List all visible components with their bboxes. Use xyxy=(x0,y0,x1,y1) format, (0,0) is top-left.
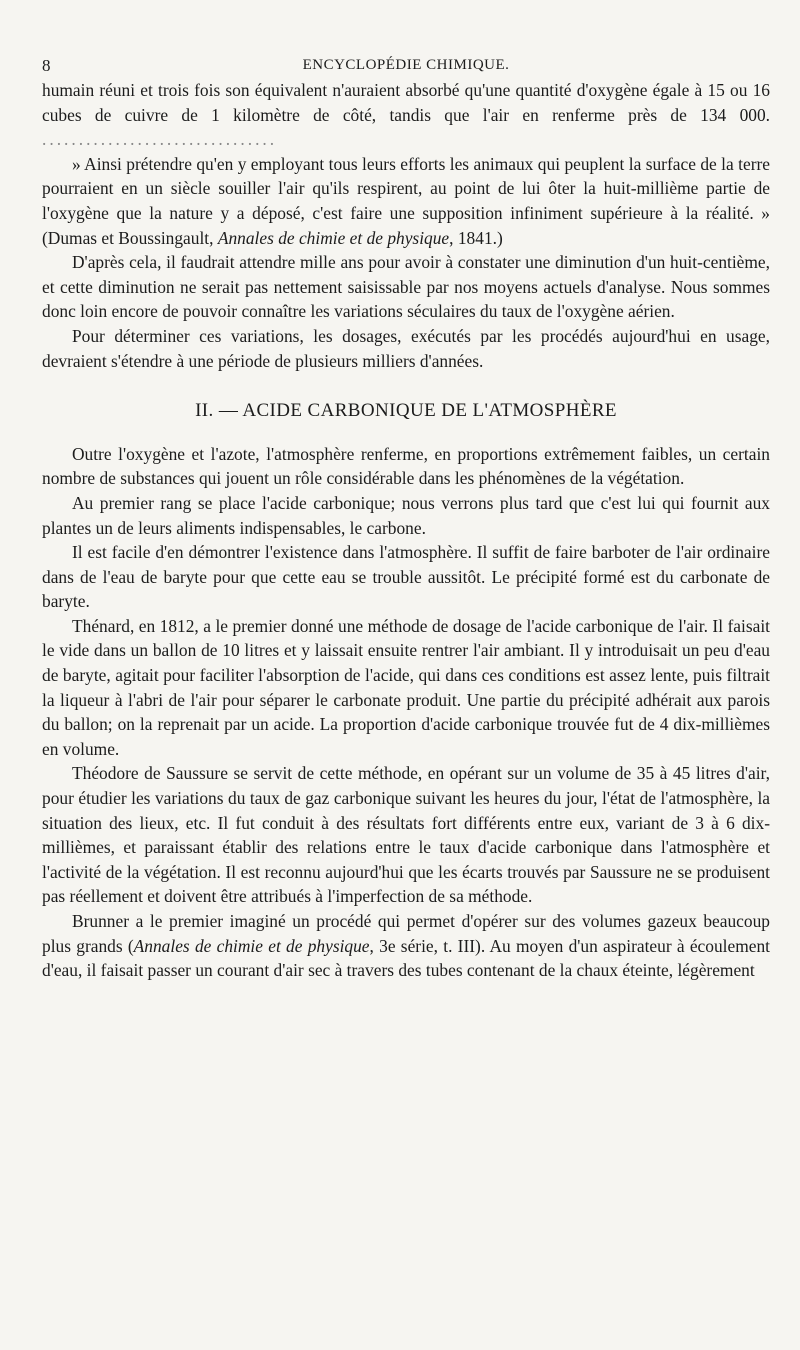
paragraph: Théodore de Saussure se servit de cette méthode, en opérant sur un volume de 35 à 45 litres d'air, pour étudier les variations du taux de gaz carbonique suivant les heures du jour, l'état de l'atmosphère, la situation des lieux, etc. Il fut conduit à des résultats fort différents entre eux, variant de 3 à 6 dix-millièmes, et paraissant établir des relations entre le taux d'acide carbonique dans l'atmosphère et l'activité de la végétation. Il est reconnu aujourd'hui que les écarts trouvés par Saussure ne se produisent pas réellement et doivent être attribués à l'imperfection de sa méthode. xyxy=(42,763,770,907)
page-number: 8 xyxy=(42,56,51,75)
running-head xyxy=(42,52,770,78)
section-heading: II. — ACIDE CARBONIQUE DE L'ATMOSPHÈRE xyxy=(195,400,617,422)
citation-title: Annales de chimie et de physique xyxy=(217,227,450,248)
paragraph: D'après cela, il faudrait attendre mille ans pour avoir à constater une diminution d'un huit-centième, et cette diminution ne serait pas nettement saisissable par nos moyens actuels d'analyse. Nous sommes donc loin encore de pouvoir connaître les variations séculaires du taux de l'oxygène aérien. xyxy=(42,252,770,322)
paragraph: Thénard, en 1812, a le premier donné une méthode de dosage de l'acide carbonique de l'air. Il faisait le vide dans un ballon de 10 litres et y laissait ensuite rentrer l'air ambiant. Il y introduisait un peu d'eau de baryte, agitait pour faciliter l'absorption de l'acide, qui dans ces conditions est assez lente, puis filtrait la liqueur à l'abri de l'air pour séparer le carbonate produit. Une partie du précipité adhérait aux parois du ballon; on la reprenait par un acide. La proportion d'acide carbonique trouvée fut de 4 dix-millièmes en volume. xyxy=(42,615,770,759)
dot-leader: ................................ xyxy=(42,129,278,150)
paragraph-continued xyxy=(42,78,770,152)
paragraph: Outre l'oxygène et l'azote, l'atmosphère renferme, en proportions extrêmement faibles, un certain nombre de substances qui jouent un rôle considérable dans les phénomènes de la végétation. xyxy=(42,443,770,489)
paragraph-text: » Ainsi prétendre qu'en y employant tous leurs efforts les animaux qui peuplent la surface de la terre pourraient en un siècle souiller l'air qu'ils respirent, au point de lui ôter la huit-millième partie de l'oxygène que la nature y a déposé, c'est faire une supposition infiniment supérieure à la réalité. » (Dumas et Boussingault, xyxy=(42,153,770,248)
paragraph-text: , 3e série, t. III). Au moyen d'un aspirateur à écoulement d'eau, il faisait passer un courant d'air sec à travers des tubes contenant de la chaux éteinte, légèrement xyxy=(42,935,770,981)
book-page xyxy=(42,52,770,983)
paragraph: Au premier rang se place l'acide carbonique; nous verrons plus tard que c'est lui qui fournit aux plantes un de leurs aliments indispensables, le carbone. xyxy=(42,492,770,538)
paragraph xyxy=(42,909,770,983)
paragraph-text: Brunner a le premier imaginé un procédé qui permet d'opérer sur des volumes gazeux beaucoup plus grands ( xyxy=(42,911,770,956)
paragraph: Pour déterminer ces variations, les dosages, exécutés par les procédés aujourd'hui en usage, devraient s'étendre à une période de plusieurs milliers d'années. xyxy=(42,325,770,371)
citation-tail: , 1841.) xyxy=(449,227,503,248)
paragraph-quote xyxy=(42,152,770,250)
paragraph: Il est facile d'en démontrer l'existence dans l'atmosphère. Il suffit de faire barboter de l'air ordinaire dans de l'eau de baryte pour que cette eau se trouble aussitôt. Le précipité formé est du carbonate de baryte. xyxy=(42,542,770,612)
paragraph-text: humain réuni et trois fois son équivalent n'auraient absorbé qu'une quantité d'oxygène égale à 15 ou 16 cubes de cuivre de 1 kilomètre de côté, tandis que l'air en renferme près de 134 000. xyxy=(42,80,770,125)
citation-title: Annales de chimie et de physique xyxy=(133,935,370,956)
body-text xyxy=(42,78,770,983)
running-title: ENCYCLOPÉDIE CHIMIQUE. xyxy=(302,57,510,73)
